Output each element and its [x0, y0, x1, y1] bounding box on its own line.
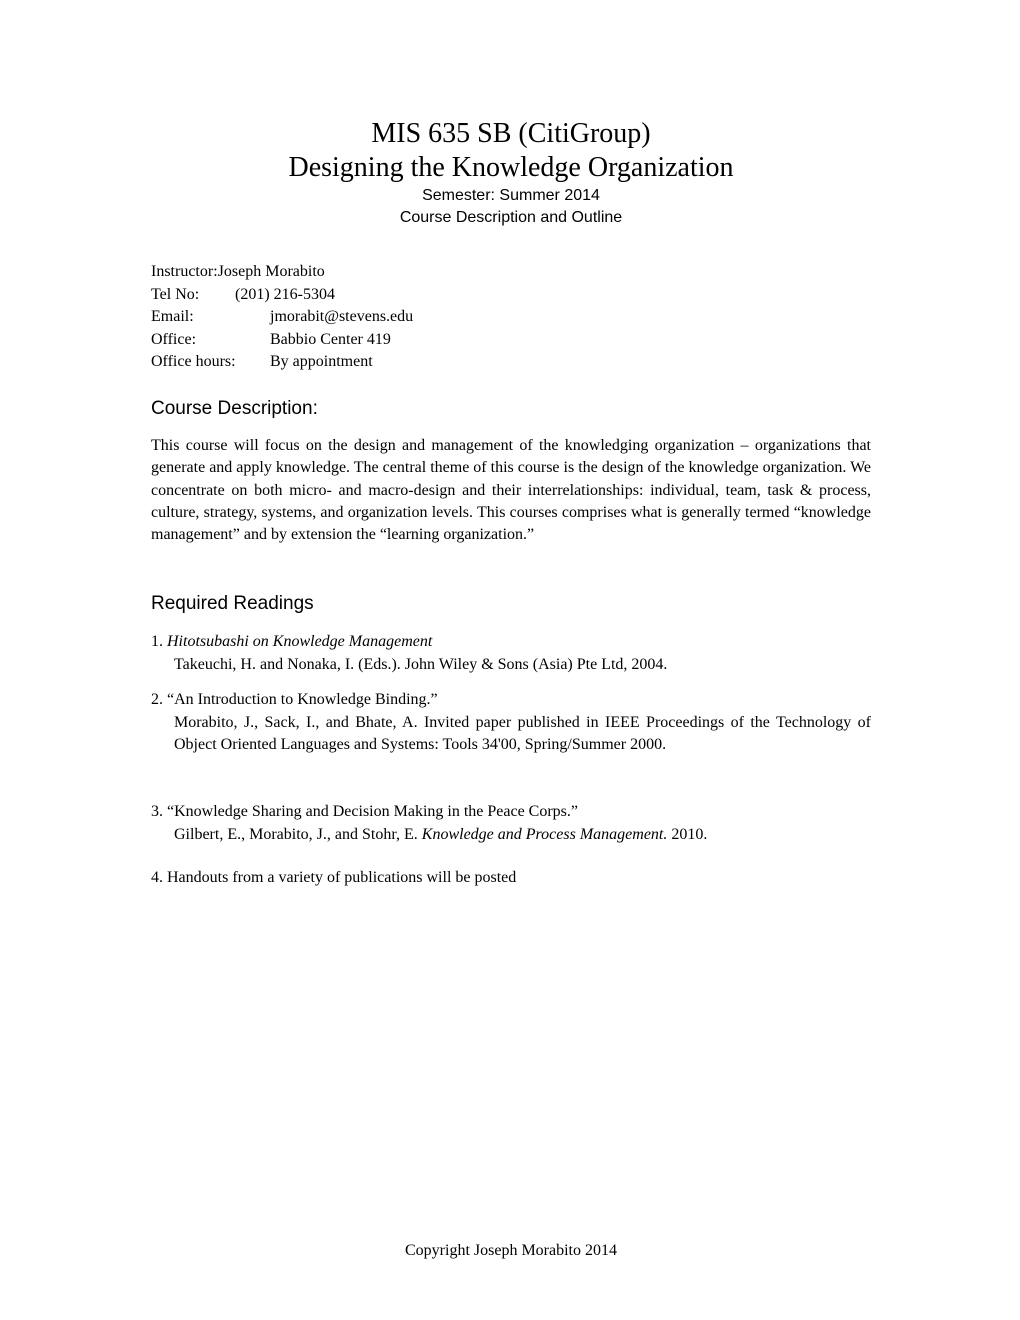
- reading-year: 2010.: [671, 825, 708, 843]
- telephone-value: (201) 216-5304: [235, 285, 335, 303]
- copyright-footer: Copyright Joseph Morabito 2014: [405, 1242, 617, 1259]
- reading-book-title: Hitotsubashi on Knowledge Management: [167, 633, 433, 650]
- email-value: jmorabit@stevens.edu: [270, 308, 414, 325]
- course-description-heading: Course Description:: [151, 398, 318, 419]
- reading-title: [151, 631, 871, 654]
- email-label: Email:: [151, 308, 194, 325]
- document-page: [151, 0, 871, 1320]
- email-row: [151, 306, 413, 329]
- description-outline-line: Course Description and Outline: [399, 209, 623, 226]
- reading-item: [151, 801, 871, 846]
- office-row: [151, 329, 413, 352]
- telephone-label: Tel No:: [151, 285, 200, 303]
- instructor-contact-block: [151, 261, 413, 374]
- reading-item: [151, 631, 871, 676]
- office-label: Office:: [151, 330, 197, 348]
- semester-line: Semester: Summer 2014: [422, 187, 600, 204]
- instructor-row: [151, 261, 413, 284]
- reading-title: [151, 867, 871, 890]
- course-description-body: This course will focus on the design and management of the knowledging organization – organizations that generate and apply knowledge. The central theme of this course is the design of the knowledge organization. We concentrate on both micro- and macro-design and their interrelationships: individual, team, task & process, culture, strategy, systems, and organization levels. This courses comprises what is generally termed “knowledge management” and by extension the “learning organization.”: [151, 437, 871, 544]
- document-header: [151, 117, 871, 229]
- office-hours-row: [151, 351, 413, 374]
- telephone-row: [151, 284, 413, 307]
- reading-item: [151, 689, 871, 757]
- reading-detail: Takeuchi, H. and Nonaka, I. (Eds.). John Wiley & Sons (Asia) Pte Ltd, 2004.: [174, 655, 668, 673]
- instructor-label: Instructor:: [151, 263, 218, 280]
- reading-detail: [174, 824, 871, 847]
- office-hours-value: By appointment: [270, 353, 373, 370]
- reading-handouts-text: Handouts from a variety of publications will be posted: [167, 869, 517, 886]
- office-value: Babbio Center 419: [270, 330, 391, 348]
- required-readings-heading: Required Readings: [151, 593, 314, 614]
- reading-paper-title: “An Introduction to Knowledge Binding.”: [167, 691, 438, 708]
- course-subtitle: Designing the Knowledge Organization: [288, 152, 734, 183]
- reading-number: 3.: [151, 803, 163, 820]
- office-hours-label: Office hours:: [151, 353, 236, 370]
- reading-title: [151, 689, 871, 712]
- reading-number: 4.: [151, 869, 163, 886]
- instructor-name: Joseph Morabito: [217, 263, 325, 280]
- reading-journal: Knowledge and Process Management.: [421, 825, 668, 843]
- reading-authors: Gilbert, E., Morabito, J., and Stohr, E.: [174, 825, 418, 843]
- reading-item: [151, 867, 871, 890]
- reading-paper-title: “Knowledge Sharing and Decision Making in the Peace Corps.”: [167, 803, 579, 820]
- course-title: MIS 635 SB (CitiGroup): [371, 118, 651, 149]
- reading-number: 1.: [151, 633, 163, 650]
- reading-detail: Morabito, J., Sack, I., and Bhate, A. Invited paper published in IEEE Proceedings of the Technology of Object Oriented Languages and Systems: Tools 34'00, Spring/Summer 2000.: [174, 713, 871, 753]
- reading-title: [151, 801, 871, 824]
- reading-number: 2.: [151, 691, 163, 708]
